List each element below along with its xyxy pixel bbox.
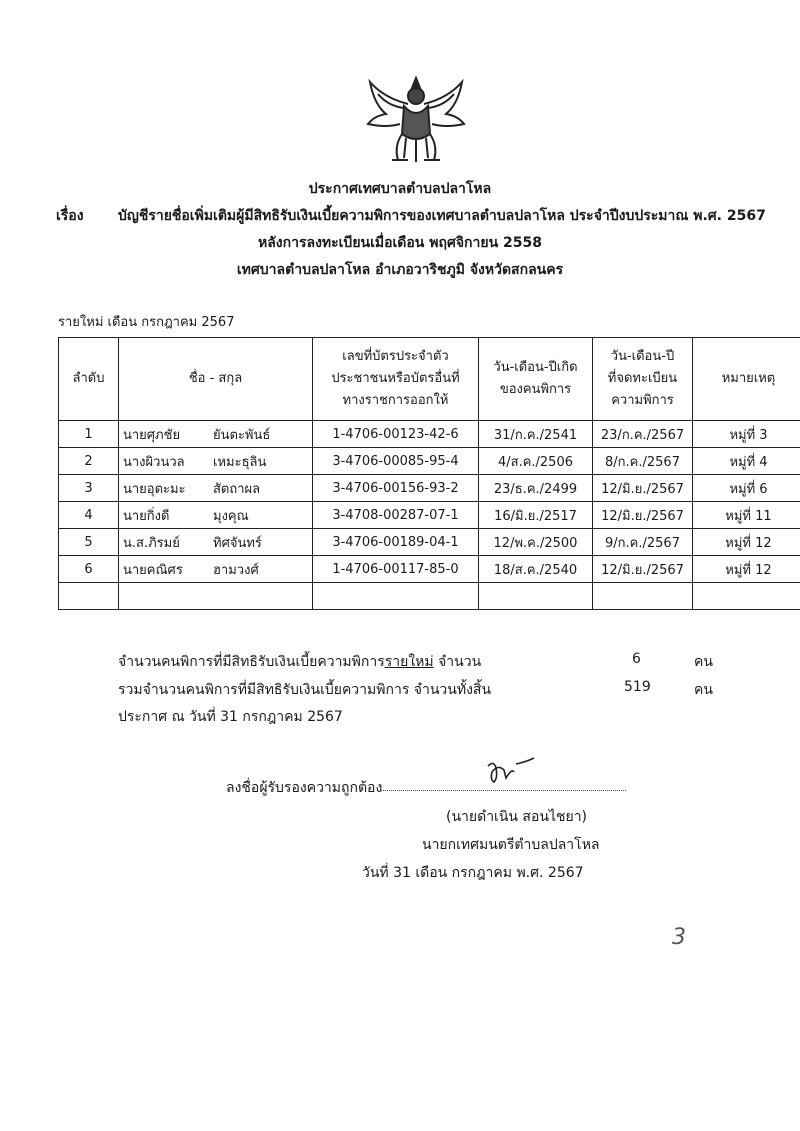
table-row — [59, 529, 800, 556]
row-id: 3-4708-00287-07-1 — [313, 502, 479, 529]
row-name — [119, 502, 313, 529]
document-title: ประกาศเทศบาลตำบลปลาโหล — [308, 181, 492, 197]
row-remark: หมู่ที่ 12 — [693, 556, 800, 583]
row-registered: 12/มิ.ย./2567 — [593, 475, 693, 502]
row-first-name: นายศุภชัย — [123, 427, 181, 443]
row-name — [119, 475, 313, 502]
announce-date: ประกาศ ณ วันที่ 31 กรกฎาคม 2567 — [118, 709, 343, 725]
row-no: 4 — [59, 502, 119, 529]
summary-new-unit: คน — [694, 654, 713, 670]
row-last-name: ฮามวงศ์ — [213, 562, 259, 578]
row-last-name: ยันตะพันธ์ — [213, 427, 271, 443]
row-id: 1-4706-00117-85-0 — [313, 556, 479, 583]
row-first-name: น.ส.ภิรมย์ — [123, 535, 180, 551]
row-registered: 8/ก.ค./2567 — [593, 448, 693, 475]
signer-name: (นายดำเนิน สอนไชยา) — [446, 809, 588, 825]
garuda-emblem-icon — [364, 74, 468, 166]
row-first-name: นางผิวนวล — [123, 454, 185, 470]
document-location: เทศบาลตำบลปลาโหล อำเภอวาริชภูมิ จังหวัดสกลนคร — [236, 262, 564, 278]
summary-new-label: จำนวนคนพิการที่มีสิทธิรับเงินเบี้ยความพิการรายใหม่ จำนวน — [118, 654, 482, 670]
row-last-name: เหมะธุลิน — [213, 454, 267, 470]
beneficiary-table — [58, 337, 800, 610]
row-no: 6 — [59, 556, 119, 583]
row-last-name: มุงคุณ — [213, 508, 249, 524]
summary-total-label: รวมจำนวนคนพิการที่มีสิทธิรับเงินเบี้ยความพิการ จำนวนทั้งสิ้น — [118, 682, 492, 698]
document-subtitle: หลังการลงทะเบียนเมื่อเดือน พฤศจิกายน 2558 — [257, 235, 542, 251]
row-remark: หมู่ที่ 4 — [693, 448, 800, 475]
handwritten-signature — [480, 756, 538, 790]
table-row — [59, 475, 800, 502]
col-header-id-card: เลขที่บัตรประจำตัว ประชาชนหรือบัตรอื่นที่ ทางราชการออกให้ — [313, 338, 479, 421]
row-registered: 12/มิ.ย./2567 — [593, 502, 693, 529]
row-id: 3-4706-00189-04-1 — [313, 529, 479, 556]
signature-date: วันที่ 31 เดือน กรกฎาคม พ.ศ. 2567 — [362, 865, 584, 881]
row-birth: 31/ก.ค./2541 — [479, 421, 593, 448]
row-first-name: นายกิ่งดี — [123, 508, 170, 524]
table-header-row — [59, 338, 800, 421]
col-header-registered: วัน-เดือน-ปี ที่จดทะเบียน ความพิการ — [593, 338, 693, 421]
row-remark: หมู่ที่ 6 — [693, 475, 800, 502]
table-row — [59, 502, 800, 529]
summary-total-unit: คน — [694, 682, 713, 698]
table-row — [59, 556, 800, 583]
row-registered: 12/มิ.ย./2567 — [593, 556, 693, 583]
row-last-name: ทิศจันทร์ — [213, 535, 262, 551]
row-remark: หมู่ที่ 3 — [693, 421, 800, 448]
table-row — [59, 448, 800, 475]
row-birth: 12/พ.ค./2500 — [479, 529, 593, 556]
row-no: 1 — [59, 421, 119, 448]
signature-label: ลงชื่อผู้รับรองความถูกต้อง — [226, 780, 383, 796]
col-header-remark: หมายเหตุ — [693, 338, 800, 421]
summary-new-count: 6 — [632, 651, 641, 667]
row-id: 3-4706-00156-93-2 — [313, 475, 479, 502]
subject-text: บัญชีรายชื่อเพิ่มเติมผู้มีสิทธิรับเงินเบี้ยความพิการของเทศบาลตำบลปลาโหล ประจำปีงบประมาณ พ.ศ. 2567 — [118, 208, 766, 224]
table-row-empty — [59, 583, 800, 610]
row-name — [119, 529, 313, 556]
row-birth: 4/ส.ค./2506 — [479, 448, 593, 475]
row-name — [119, 421, 313, 448]
row-registered: 23/ก.ค./2567 — [593, 421, 693, 448]
row-no: 5 — [59, 529, 119, 556]
col-header-no: ลำดับ — [59, 338, 119, 421]
table-row — [59, 421, 800, 448]
row-remark: หมู่ที่ 11 — [693, 502, 800, 529]
signature-line — [380, 790, 626, 791]
row-birth: 23/ธ.ค./2499 — [479, 475, 593, 502]
row-registered: 9/ก.ค./2567 — [593, 529, 693, 556]
row-id: 3-4706-00085-95-4 — [313, 448, 479, 475]
summary-total-count: 519 — [624, 679, 651, 695]
row-birth: 16/มิ.ย./2517 — [479, 502, 593, 529]
list-caption: รายใหม่ เดือน กรกฎาคม 2567 — [58, 315, 235, 330]
row-first-name: นายอุตะมะ — [123, 481, 186, 497]
row-birth: 18/ส.ค./2540 — [479, 556, 593, 583]
row-remark: หมู่ที่ 12 — [693, 529, 800, 556]
page-number-mark: 3 — [672, 925, 686, 950]
signer-position: นายกเทศมนตรีตำบลปลาโหล — [422, 837, 600, 853]
row-id: 1-4706-00123-42-6 — [313, 421, 479, 448]
row-no: 3 — [59, 475, 119, 502]
col-header-birth: วัน-เดือน-ปีเกิด ของคนพิการ — [479, 338, 593, 421]
subject-label: เรื่อง — [56, 208, 84, 224]
row-first-name: นายคณิศร — [123, 562, 183, 578]
row-last-name: สัตถาผล — [213, 481, 261, 497]
row-no: 2 — [59, 448, 119, 475]
row-name — [119, 556, 313, 583]
row-name — [119, 448, 313, 475]
col-header-name: ชื่อ - สกุล — [119, 338, 313, 421]
